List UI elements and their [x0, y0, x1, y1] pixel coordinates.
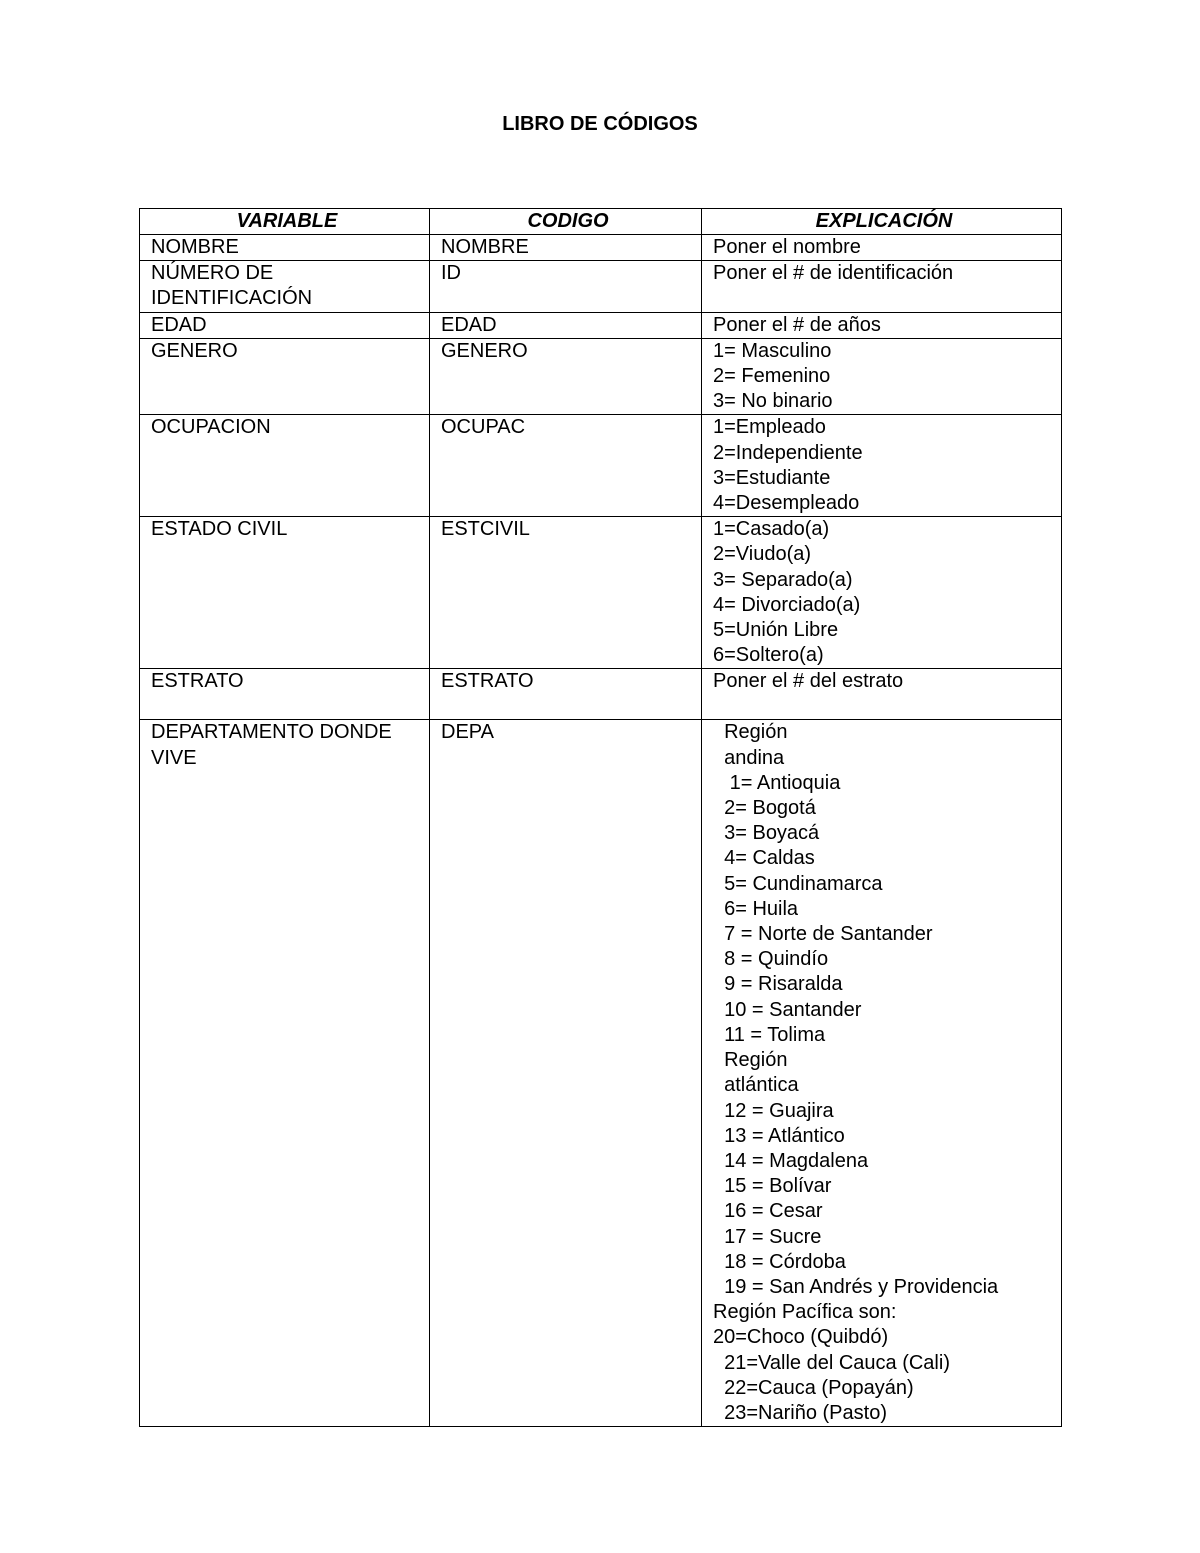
variable-cell: DEPARTAMENTO DONDE VIVE: [140, 720, 430, 1427]
variable-cell: OCUPACION: [140, 415, 430, 517]
codigo-cell: OCUPAC: [430, 415, 702, 517]
explicacion-line: 5=Unión Libre: [713, 619, 839, 642]
explicacion-line: 16 = Cesar: [713, 1200, 823, 1223]
table-row: [140, 312, 1062, 338]
explicacion-line: 2=Independiente: [713, 441, 863, 464]
codigo-cell: EDAD: [430, 312, 702, 338]
explicacion-line: 21=Valle del Cauca (Cali): [713, 1351, 950, 1374]
table-row: [140, 720, 1062, 1427]
variable-cell: ESTADO CIVIL: [140, 517, 430, 669]
page-title: LIBRO DE CÓDIGOS: [502, 113, 698, 135]
codebook-table: [139, 208, 1062, 1427]
table-row: [140, 669, 1062, 720]
explicacion-line: Poner el # del estrato: [713, 670, 904, 693]
explicacion-line: Región: [713, 1049, 788, 1072]
explicacion-line: 3= Separado(a): [713, 568, 853, 591]
explicacion-line: 3=Estudiante: [713, 466, 831, 489]
explicacion-line: 20=Choco (Quibdó): [713, 1326, 889, 1349]
codigo-cell: NOMBRE: [430, 235, 702, 261]
explicacion-line: 7 = Norte de Santander: [713, 923, 933, 946]
explicacion-line: Poner el nombre: [713, 236, 861, 258]
variable-cell: NOMBRE: [140, 235, 430, 261]
explicacion-line: Poner el # de identificación: [713, 262, 954, 285]
codigo-cell: ESTRATO: [430, 669, 702, 720]
explicacion-line: 4= Caldas: [713, 847, 815, 870]
variable-cell: EDAD: [140, 312, 430, 338]
codigo-cell: ID: [430, 261, 702, 312]
explicacion-line: 8 = Quindío: [713, 948, 829, 971]
explicacion-line: andina: [713, 746, 785, 769]
table-header-row: [140, 209, 1062, 235]
explicacion-line: 19 = San Andrés y Providencia: [713, 1275, 999, 1298]
explicacion-line: 6=Soltero(a): [713, 644, 824, 667]
header-codigo: CODIGO: [430, 209, 702, 235]
explicacion-line: 4= Divorciado(a): [713, 593, 861, 616]
table-row: [140, 415, 1062, 517]
variable-cell: NÚMERO DE IDENTIFICACIÓN: [140, 261, 430, 312]
explicacion-cell: [702, 669, 1062, 720]
explicacion-cell: [702, 235, 1062, 261]
variable-cell: GENERO: [140, 338, 430, 415]
explicacion-line: Región: [713, 721, 788, 744]
codigo-cell: ESTCIVIL: [430, 517, 702, 669]
explicacion-line: 15 = Bolívar: [713, 1175, 832, 1198]
explicacion-line: Poner el # de años: [713, 313, 881, 336]
explicacion-line: 6= Huila: [713, 897, 799, 920]
explicacion-line: 17 = Sucre: [713, 1225, 822, 1248]
header-explicacion: EXPLICACIÓN: [702, 209, 1062, 235]
codigo-cell: GENERO: [430, 338, 702, 415]
explicacion-cell: [702, 261, 1062, 312]
explicacion-cell: [702, 517, 1062, 669]
table-row: [140, 338, 1062, 415]
explicacion-line: 11 = Tolima: [713, 1023, 826, 1046]
explicacion-line: 2= Bogotá: [713, 797, 816, 820]
explicacion-cell: [702, 338, 1062, 415]
explicacion-line: 22=Cauca (Popayán): [713, 1376, 914, 1399]
explicacion-line: 1=Empleado: [713, 416, 826, 439]
explicacion-line: 2=Viudo(a): [713, 543, 812, 566]
explicacion-line: 12 = Guajira: [713, 1099, 834, 1122]
explicacion-line: 9 = Risaralda: [713, 973, 843, 996]
explicacion-line: 10 = Santander: [713, 998, 862, 1021]
explicacion-line: 23=Nariño (Pasto): [713, 1401, 887, 1424]
variable-cell: ESTRATO: [140, 669, 430, 720]
explicacion-line: Región Pacífica son:: [713, 1301, 897, 1324]
header-variable: VARIABLE: [140, 209, 430, 235]
explicacion-line: 4=Desempleado: [713, 492, 860, 515]
table-row: [140, 235, 1062, 261]
table-row: [140, 261, 1062, 312]
codigo-cell: DEPA: [430, 720, 702, 1427]
explicacion-line: 5= Cundinamarca: [713, 872, 883, 895]
explicacion-line: 3= Boyacá: [713, 822, 820, 845]
explicacion-cell: [702, 720, 1062, 1427]
explicacion-line: 1= Masculino: [713, 339, 832, 362]
explicacion-line: 18 = Córdoba: [713, 1250, 846, 1273]
explicacion-line: 14 = Magdalena: [713, 1149, 869, 1172]
explicacion-line: 1=Casado(a): [713, 518, 830, 541]
explicacion-line: 1= Antioquia: [713, 771, 841, 794]
explicacion-cell: [702, 312, 1062, 338]
table-row: [140, 517, 1062, 669]
explicacion-cell: [702, 415, 1062, 517]
explicacion-line: 3= No binario: [713, 390, 833, 413]
explicacion-line: 13 = Atlántico: [713, 1124, 845, 1147]
explicacion-line: atlántica: [713, 1074, 799, 1097]
explicacion-line: 2= Femenino: [713, 365, 831, 388]
